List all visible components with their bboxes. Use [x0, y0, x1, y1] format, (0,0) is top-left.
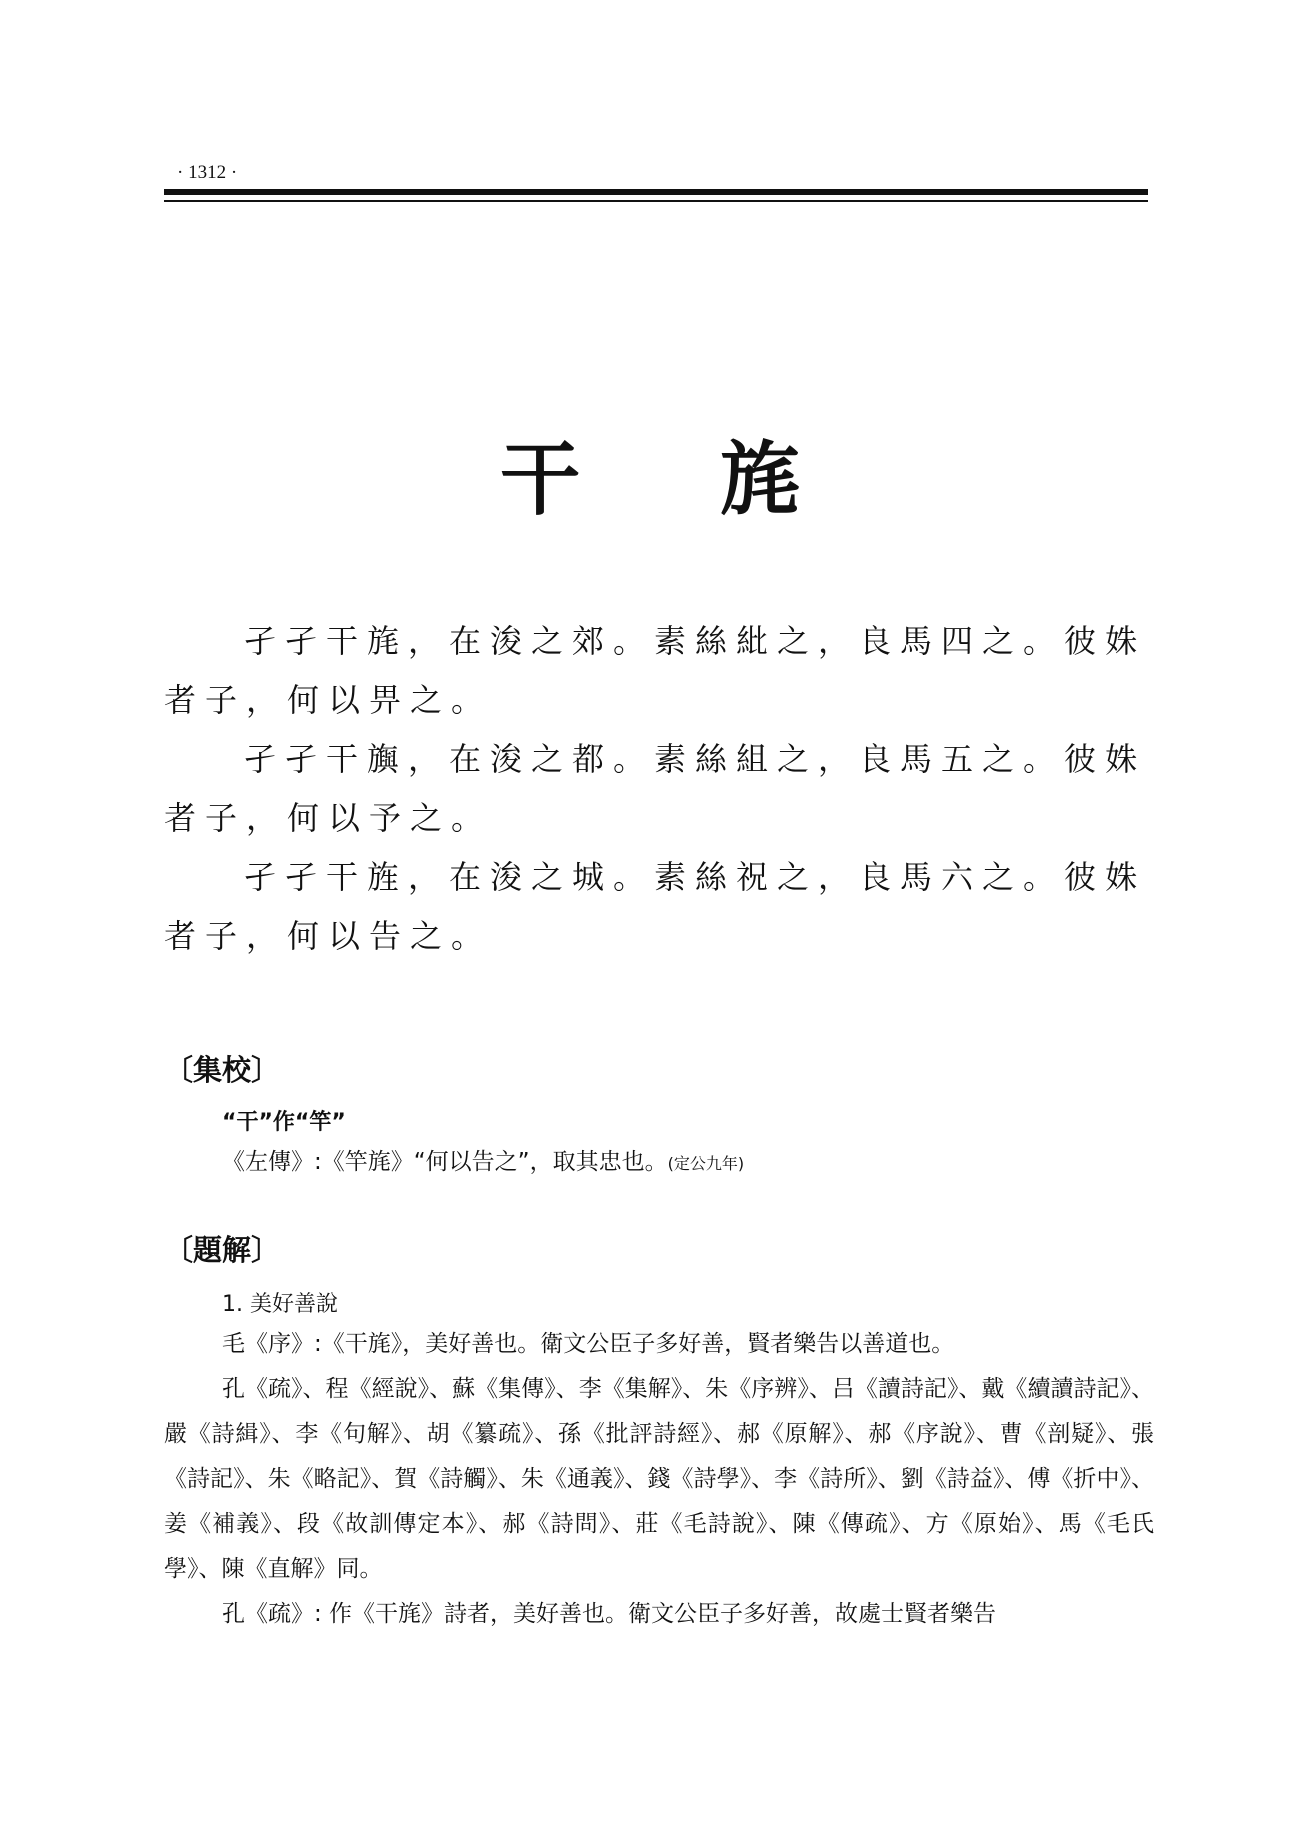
tijie-paragraph: 孔《疏》、程《經說》、蘇《集傳》、李《集解》、朱《序辨》、吕《讀詩記》、戴《續讀詩記》、嚴《詩緝》、李《句解》、胡《纂疏》、孫《批評詩經》、郝《原解》、郝《序說》、曹《剖疑》、張《詩記》、朱《略記》、賀《詩觸》、朱《通義》、錢《詩學》、李《詩所》、劉《詩益》、傅《折中》、姜《補義》、段《故訓傳定本》、郝《詩問》、莊《毛詩說》、陳《傳疏》、方《原始》、馬《毛氏學》、陳《直解》同。	[164, 1376, 1154, 1582]
poem-title: 干 旄	[500, 432, 856, 526]
jijiao-quote: 《左傳》:《竿旄》“何以告之”，取其忠也。	[222, 1149, 668, 1175]
jijiao-section	[164, 1048, 1154, 1186]
tijie-paragraph: 毛《序》:《干旄》，美好善也。衛文公臣子多好善，賢者樂告以善道也。	[222, 1331, 955, 1357]
poem-text	[164, 612, 1154, 966]
tijie-heading: 〔題解〕	[164, 1233, 281, 1267]
tijie-subheading: 1. 美好善說	[222, 1292, 338, 1317]
poem-stanza: 孑孑干旄，在浚之郊。素絲紕之，良馬四之。彼姝者子，何以畀之。	[164, 622, 1147, 719]
header-rule-thick	[164, 189, 1148, 195]
poem-stanza: 孑孑干旟，在浚之都。素絲組之，良馬五之。彼姝者子，何以予之。	[164, 740, 1147, 837]
jijiao-heading: 〔集校〕	[164, 1053, 281, 1087]
header-rule-thin	[164, 200, 1148, 202]
tijie-section	[164, 1228, 1154, 1637]
jijiao-subheading: “干”作“竿”	[222, 1110, 346, 1135]
tijie-paragraph: 孔《疏》: 作《干旄》詩者，美好善也。衛文公臣子多好善，故處士賢者樂告	[222, 1601, 997, 1627]
jijiao-note: (定公九年)	[667, 1154, 745, 1173]
poem-stanza: 孑孑干旌，在浚之城。素絲祝之，良馬六之。彼姝者子，何以告之。	[164, 858, 1147, 955]
jijiao-text	[164, 1140, 1154, 1186]
page-number: · 1312 ·	[177, 162, 238, 183]
